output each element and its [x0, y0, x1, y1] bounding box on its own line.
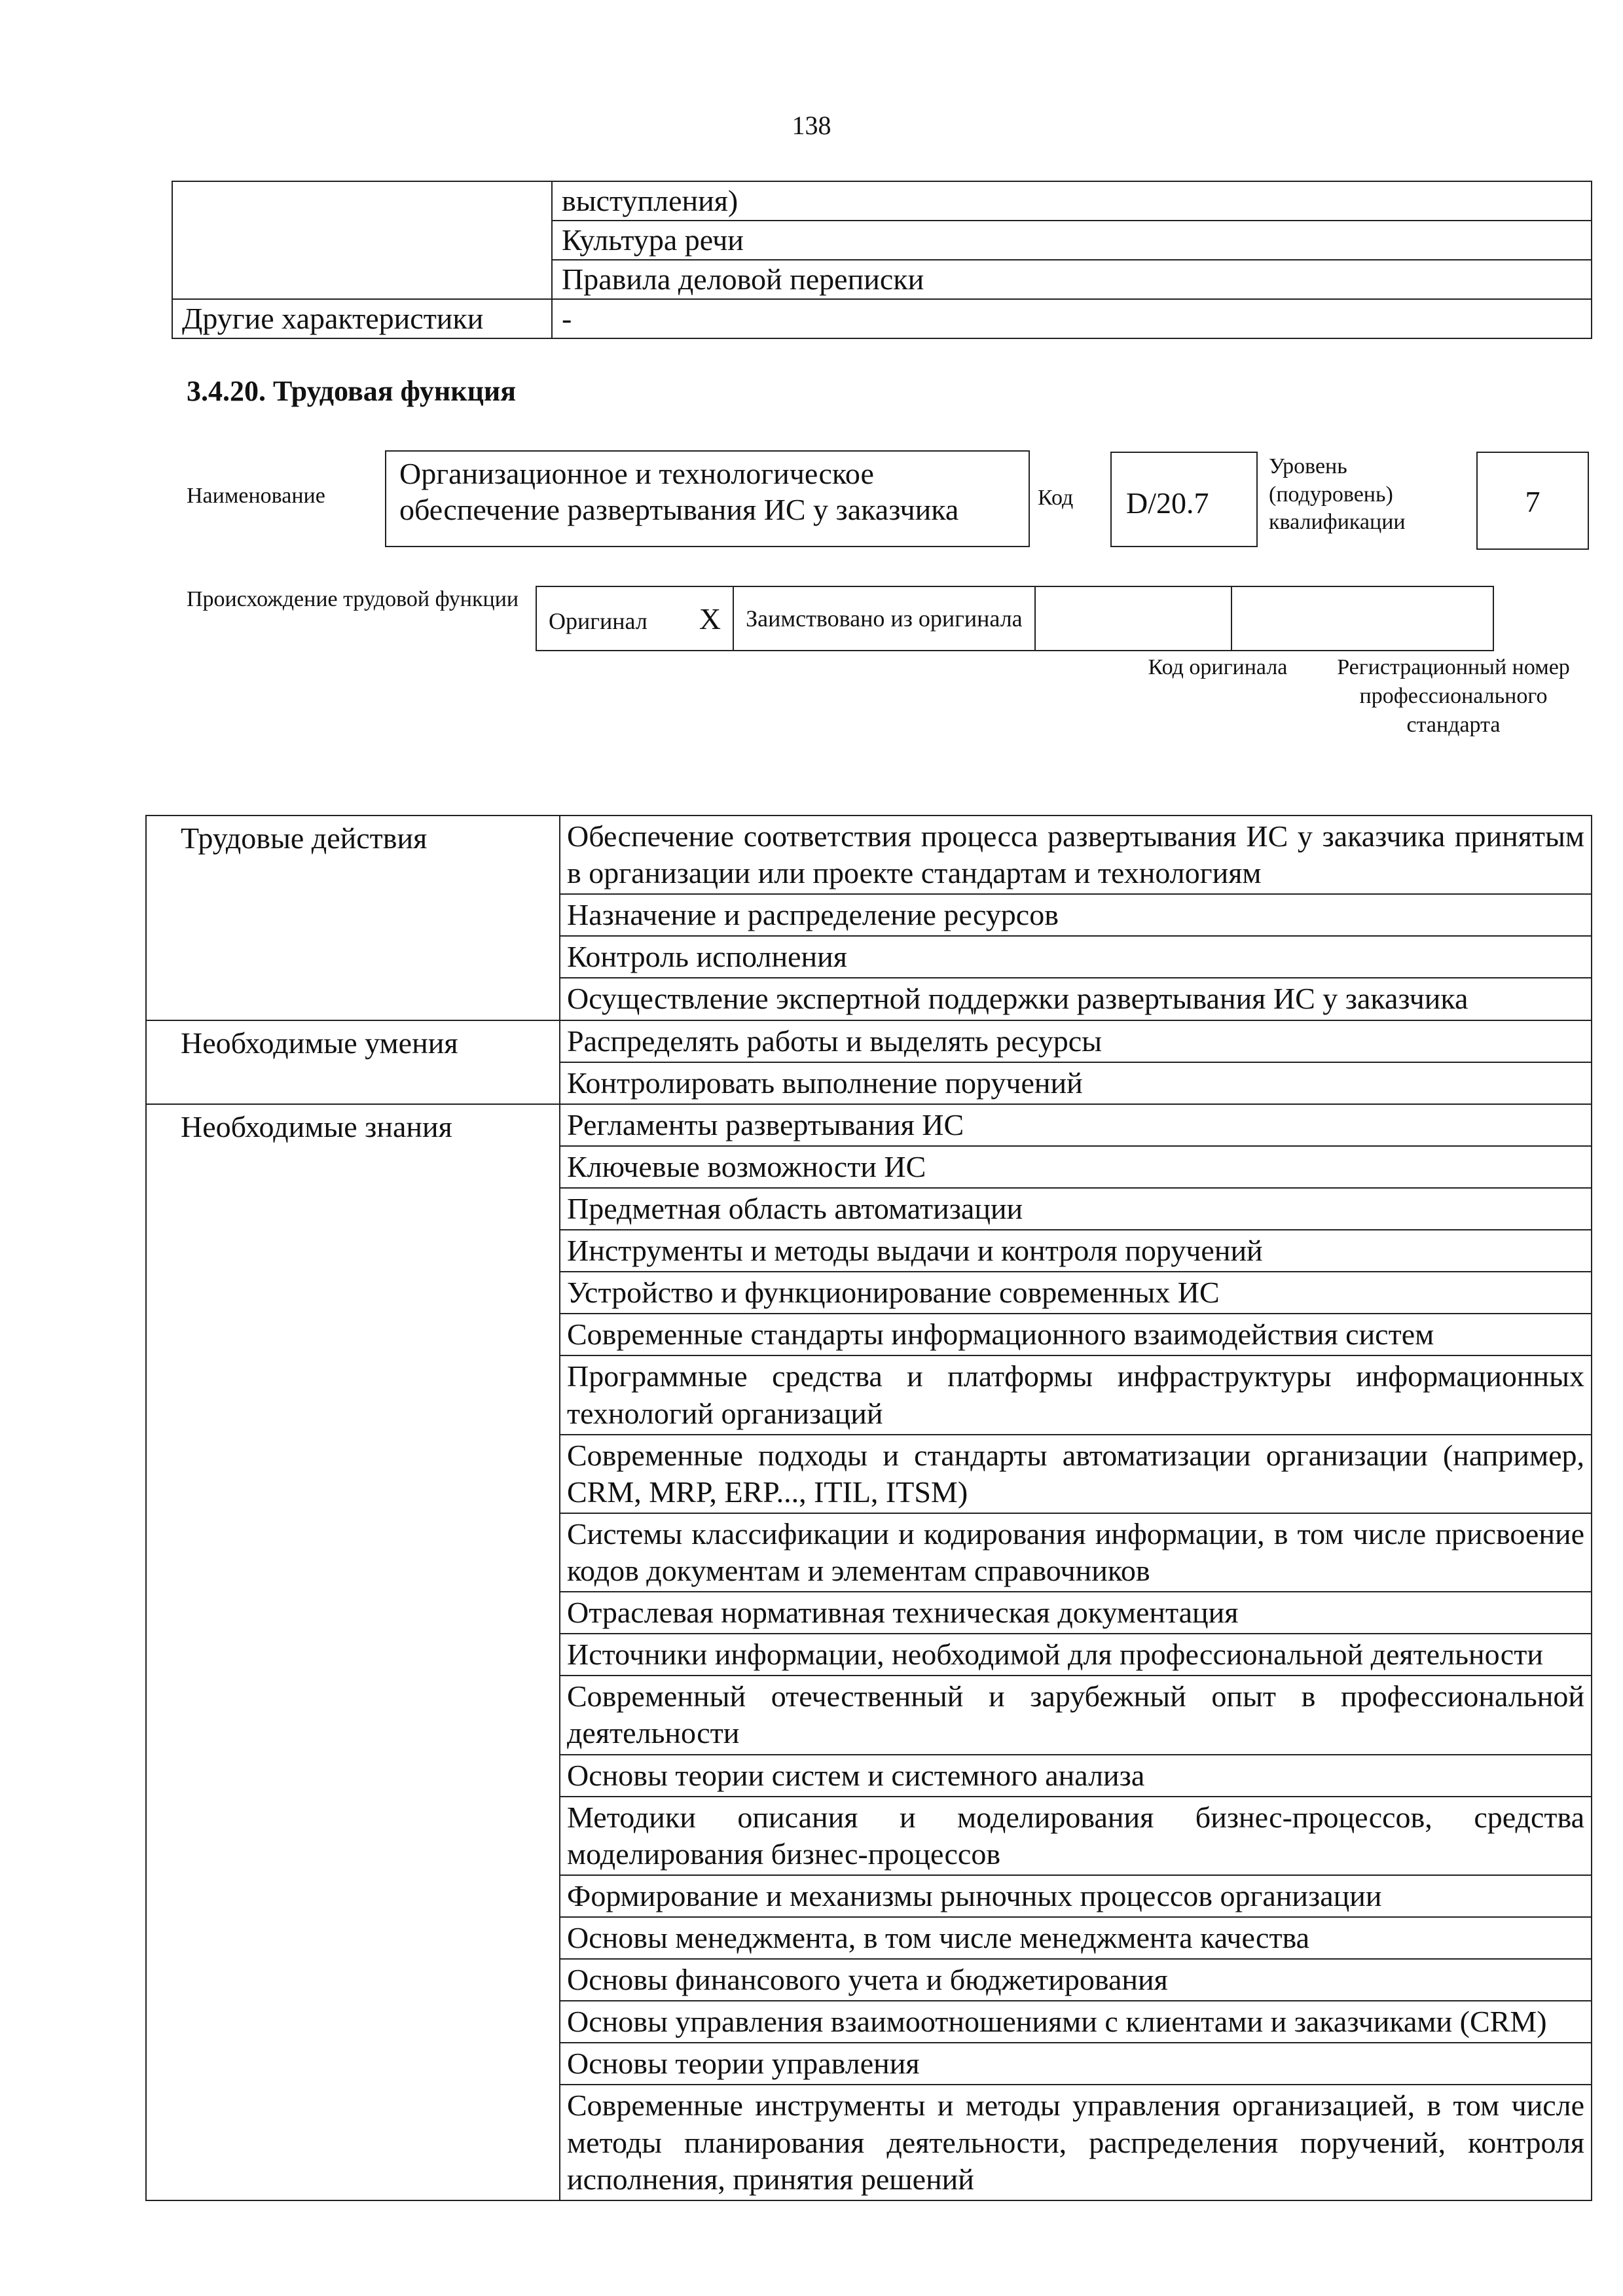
qualification-level-box: 7 — [1476, 452, 1589, 550]
function-code-box: D/20.7 — [1110, 452, 1258, 547]
code-label: Код — [1038, 486, 1074, 510]
list-item: Инструменты и методы выдачи и контроля поручений — [560, 1230, 1592, 1272]
list-item: Регламенты развертывания ИС — [560, 1104, 1592, 1146]
labor-actions-category: Трудовые действия — [146, 816, 560, 1020]
list-item: Основы теории управления — [560, 2043, 1592, 2085]
list-item: Основы управления взаимоотношениями с клиентами и заказчиками (CRM) — [560, 2001, 1592, 2043]
table-row — [172, 181, 1592, 221]
section-heading: 3.4.20. Трудовая функция — [187, 375, 517, 407]
list-item: Контроль исполнения — [560, 936, 1592, 978]
origin-original-label: Оригинал — [549, 607, 647, 634]
list-item: Распределять работы и выделять ресурсы — [560, 1020, 1592, 1062]
list-item: Осуществление экспертной поддержки развертывания ИС у заказчика — [560, 978, 1592, 1020]
list-item: Ключевые возможности ИС — [560, 1146, 1592, 1188]
table-cell: Культура речи — [552, 221, 1592, 260]
list-item: Современные стандарты информационного взаимодействия систем — [560, 1314, 1592, 1355]
qualification-level-label: Уровень (подуровень) квалификации — [1269, 454, 1406, 534]
origin-label: Происхождение трудовой функции — [187, 587, 519, 611]
original-code-cell — [1035, 586, 1231, 651]
list-item: Назначение и распределение ресурсов — [560, 894, 1592, 936]
list-item: Отраслевая нормативная техническая документация — [560, 1592, 1592, 1634]
list-item: Современные инструменты и методы управления организацией, в том числе методы планирования деятельности, распределения поручений, контроля исполнения, принятия решений — [560, 2085, 1592, 2200]
list-item: Устройство и функционирование современных ИС — [560, 1272, 1592, 1314]
list-item: Современный отечественный и зарубежный опыт в профессиональной деятельности — [560, 1676, 1592, 1754]
list-item: Контролировать выполнение поручений — [560, 1062, 1592, 1104]
required-knowledge-category: Необходимые знания — [146, 1104, 560, 2200]
other-characteristics-value: - — [552, 299, 1592, 338]
list-item: Источники информации, необходимой для профессиональной деятельности — [560, 1634, 1592, 1676]
table-cell: Правила деловой переписки — [552, 260, 1592, 299]
required-skills-category: Необходимые умения — [146, 1020, 560, 1104]
table-row — [172, 221, 1592, 260]
list-item: Формирование и механизмы рыночных процессов организации — [560, 1875, 1592, 1917]
table-row — [172, 260, 1592, 299]
name-label: Наименование — [187, 484, 325, 508]
table-row — [146, 1104, 1592, 1146]
list-item: Методики описания и моделирования бизнес-процессов, средства моделирования бизнес-процессов — [560, 1797, 1592, 1875]
table-row — [146, 1020, 1592, 1062]
page-number: 138 — [792, 111, 831, 140]
list-item: Основы финансового учета и бюджетирования — [560, 1959, 1592, 2001]
table-row — [172, 299, 1592, 338]
registration-number-cell — [1231, 586, 1493, 651]
registration-number-caption: Регистрационный номер профессионального стандарта — [1337, 655, 1570, 738]
table-cell: выступления) — [552, 181, 1592, 221]
previous-table-continuation — [172, 181, 1592, 339]
list-item: Основы теории систем и системного анализа — [560, 1755, 1592, 1797]
list-item: Современные подходы и стандарты автоматизации организации (например, CRM, MRP, ERP..., ITIL, ITSM) — [560, 1435, 1592, 1513]
origin-original-cell — [536, 586, 733, 651]
origin-table — [536, 586, 1494, 651]
origin-mark: X — [699, 601, 721, 636]
original-code-caption: Код оригинала — [1148, 655, 1288, 679]
origin-borrowed-cell: Заимствовано из оригинала — [733, 586, 1035, 651]
list-item: Обеспечение соответствия процесса развертывания ИС у заказчика принятым в организации или проекте стандартам и технологиям — [560, 816, 1592, 894]
table-row — [146, 816, 1592, 894]
function-details-table — [145, 815, 1592, 2201]
other-characteristics-label: Другие характеристики — [172, 299, 552, 338]
function-name-box: Организационное и технологическое обеспечение развертывания ИС у заказчика — [385, 450, 1030, 547]
list-item: Предметная область автоматизации — [560, 1188, 1592, 1230]
table-row — [536, 586, 1493, 651]
list-item: Системы классификации и кодирования информации, в том числе присвоение кодов документам и элементам справочников — [560, 1513, 1592, 1592]
list-item: Основы менеджмента, в том числе менеджмента качества — [560, 1917, 1592, 1959]
list-item: Программные средства и платформы инфраструктуры информационных технологий организаций — [560, 1355, 1592, 1434]
